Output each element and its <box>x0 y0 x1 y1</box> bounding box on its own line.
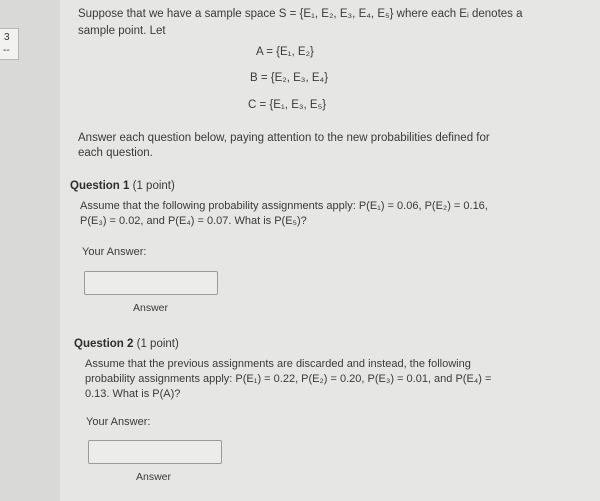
set-a: A = {E₁, E₂} <box>256 46 314 58</box>
question-1-points: (1 point) <box>129 180 175 192</box>
question-1-answer-caption: Answer <box>133 302 169 314</box>
question-1-answer-input[interactable] <box>84 271 218 295</box>
question-2-answer-input[interactable] <box>88 440 222 464</box>
question-2-points: (1 point) <box>133 338 179 350</box>
question-2-text <box>85 357 525 402</box>
question-2-line-1: Assume that the previous assignments are discarded and instead, the following <box>85 358 471 370</box>
question-2-your-answer-label: Your Answer: <box>86 416 151 428</box>
question-page <box>60 0 600 501</box>
question-1-line-1: Assume that the following probability assignments apply: P(E₁) = 0.06, P(E₂) = 0.16, <box>80 200 488 212</box>
question-1-text <box>80 199 520 229</box>
side-tab-mark: -- <box>3 45 10 56</box>
set-b: B = {E₂, E₃, E₄} <box>250 72 329 84</box>
question-2-line-2: probability assignments apply: P(E₁) = 0.22, P(E₂) = 0.20, P(E₃) = 0.01, and P(E₄) = <box>85 373 492 385</box>
intro-line-1: Suppose that we have a sample space S = {E₁, E₂, E₃, E₄, E₅} where each Eᵢ denotes a <box>78 8 523 20</box>
intro-line-2: sample point. Let <box>78 25 166 37</box>
instructions-line-2: each question. <box>78 147 153 159</box>
question-1-title <box>70 180 175 192</box>
question-1-line-2: P(E₃) = 0.02, and P(E₄) = 0.07. What is P(E₅)? <box>80 215 307 227</box>
side-tab[interactable] <box>0 28 19 60</box>
question-2-line-3: 0.13. What is P(A)? <box>85 388 181 400</box>
instructions-line-1: Answer each question below, paying attention to the new probabilities defined for <box>78 132 490 144</box>
question-1-your-answer-label: Your Answer: <box>82 246 147 258</box>
question-2-label: Question 2 <box>74 338 134 350</box>
question-2-title <box>74 338 179 350</box>
side-tab-number: 3 <box>4 32 10 43</box>
instructions <box>78 131 558 161</box>
question-1-label: Question 1 <box>70 180 130 192</box>
question-2-answer-caption: Answer <box>136 471 172 483</box>
intro-text <box>78 6 578 40</box>
set-c: C = {E₁, E₃, E₅} <box>248 99 327 111</box>
